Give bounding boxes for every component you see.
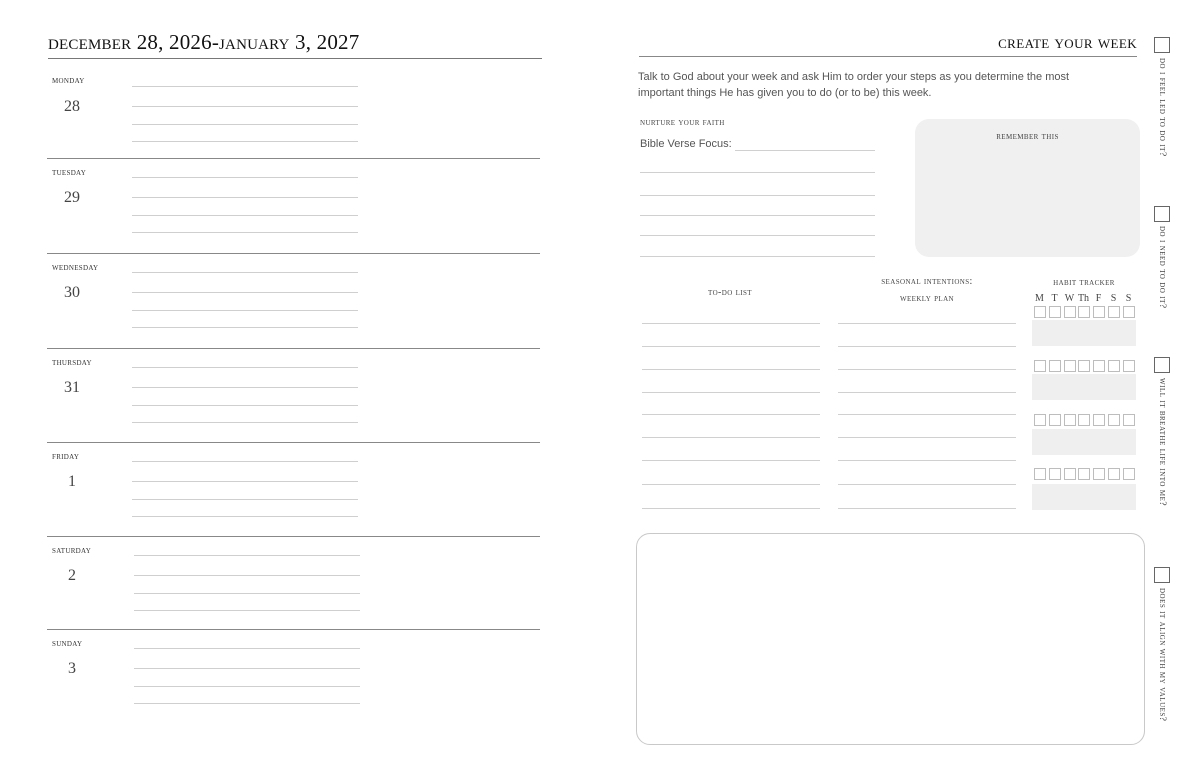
- habit-checkbox[interactable]: [1034, 306, 1046, 318]
- remember-this-box[interactable]: [915, 119, 1140, 257]
- weekly-plan-line[interactable]: [838, 369, 1016, 370]
- habit-checkbox[interactable]: [1078, 360, 1090, 372]
- day-block: [47, 348, 540, 442]
- day-writing-line[interactable]: [134, 575, 360, 576]
- habit-day-letter: S: [1110, 293, 1117, 304]
- weekly-plan-line[interactable]: [838, 508, 1016, 509]
- habit-checkbox[interactable]: [1078, 468, 1090, 480]
- day-writing-line[interactable]: [134, 686, 360, 687]
- day-number: 3: [68, 660, 76, 677]
- habit-name-field[interactable]: [1032, 374, 1136, 400]
- todo-line[interactable]: [642, 437, 820, 438]
- bible-verse-line[interactable]: [735, 150, 875, 151]
- habit-checkbox[interactable]: [1078, 414, 1090, 426]
- day-separator: [47, 348, 540, 349]
- day-writing-line[interactable]: [132, 106, 358, 107]
- faith-line[interactable]: [640, 256, 875, 257]
- day-name: friday: [52, 451, 80, 462]
- day-name: sunday: [52, 638, 83, 649]
- day-number: 28: [64, 98, 80, 115]
- habit-checkbox[interactable]: [1123, 306, 1135, 318]
- day-writing-line[interactable]: [132, 516, 358, 517]
- habit-checkbox[interactable]: [1034, 414, 1046, 426]
- faith-line[interactable]: [640, 235, 875, 236]
- day-name: thursday: [52, 357, 92, 368]
- side-question-need: do i need to do it?: [1157, 226, 1167, 309]
- day-separator: [47, 536, 540, 537]
- habit-checkbox[interactable]: [1123, 468, 1135, 480]
- habit-checkbox[interactable]: [1078, 306, 1090, 318]
- day-writing-line[interactable]: [132, 422, 358, 423]
- faith-line[interactable]: [640, 195, 875, 196]
- day-writing-line[interactable]: [132, 327, 358, 328]
- habit-day-letter: Th: [1077, 293, 1090, 304]
- day-writing-line[interactable]: [132, 124, 358, 125]
- day-block: [47, 629, 540, 724]
- todo-line[interactable]: [642, 392, 820, 393]
- habit-tracker-heading: habit tracker: [1053, 277, 1115, 288]
- remember-this-label: remember this: [996, 131, 1059, 142]
- todo-line[interactable]: [642, 460, 820, 461]
- day-separator: [47, 442, 540, 443]
- habit-name-field[interactable]: [1032, 429, 1136, 455]
- habit-checkbox[interactable]: [1108, 414, 1120, 426]
- day-writing-line[interactable]: [134, 703, 360, 704]
- weekly-plan-line[interactable]: [838, 323, 1016, 324]
- day-writing-line[interactable]: [132, 215, 358, 216]
- habit-checkbox[interactable]: [1108, 306, 1120, 318]
- habit-name-field[interactable]: [1032, 320, 1136, 346]
- todo-line[interactable]: [642, 508, 820, 509]
- day-writing-line[interactable]: [132, 86, 358, 87]
- todo-line[interactable]: [642, 323, 820, 324]
- day-number: 31: [64, 379, 80, 396]
- day-writing-line[interactable]: [132, 177, 358, 178]
- faith-line[interactable]: [640, 172, 875, 173]
- weekly-plan-line[interactable]: [838, 392, 1016, 393]
- weekly-plan-line[interactable]: [838, 460, 1016, 461]
- habit-checkbox[interactable]: [1108, 360, 1120, 372]
- habit-checkbox[interactable]: [1064, 306, 1076, 318]
- todo-line[interactable]: [642, 346, 820, 347]
- habit-checkbox[interactable]: [1123, 360, 1135, 372]
- habit-checkbox[interactable]: [1049, 468, 1061, 480]
- habit-name-field[interactable]: [1032, 484, 1136, 510]
- weekly-plan-line[interactable]: [838, 346, 1016, 347]
- day-writing-line[interactable]: [134, 610, 360, 611]
- nurture-faith-heading: nurture your faith: [640, 117, 725, 128]
- day-separator: [47, 629, 540, 630]
- day-writing-line[interactable]: [134, 668, 360, 669]
- day-number: 1: [68, 473, 76, 490]
- bible-verse-label: Bible Verse Focus:: [640, 138, 732, 150]
- day-writing-line[interactable]: [134, 593, 360, 594]
- faith-line[interactable]: [640, 215, 875, 216]
- day-name: wednesday: [52, 262, 99, 273]
- habit-checkbox[interactable]: [1034, 360, 1046, 372]
- habit-day-letter: S: [1125, 293, 1132, 304]
- todo-line[interactable]: [642, 369, 820, 370]
- day-number: 2: [68, 567, 76, 584]
- question-checkbox[interactable]: [1154, 206, 1170, 222]
- day-writing-line[interactable]: [132, 367, 358, 368]
- habit-day-letter: W: [1064, 293, 1075, 304]
- day-name: monday: [52, 75, 85, 86]
- habit-checkbox[interactable]: [1064, 360, 1076, 372]
- side-question-values: does it align with my values?: [1157, 588, 1167, 722]
- habit-checkbox[interactable]: [1049, 306, 1061, 318]
- habit-checkbox[interactable]: [1123, 414, 1135, 426]
- habit-day-letter: T: [1051, 293, 1058, 304]
- day-name: saturday: [52, 545, 92, 556]
- create-your-week-title: create your week: [639, 32, 1137, 57]
- day-writing-line[interactable]: [132, 232, 358, 233]
- day-number: 29: [64, 189, 80, 206]
- habit-checkbox[interactable]: [1064, 468, 1076, 480]
- seasonal-intentions-heading: seasonal intentions:: [881, 276, 973, 287]
- weekly-plan-heading: weekly plan: [899, 293, 955, 304]
- day-separator: [47, 253, 540, 254]
- weekly-plan-line[interactable]: [838, 414, 1016, 415]
- day-number: 30: [64, 284, 80, 301]
- day-writing-line[interactable]: [132, 197, 358, 198]
- habit-day-letter: M: [1035, 293, 1044, 304]
- day-separator: [47, 158, 540, 159]
- day-writing-line[interactable]: [134, 648, 360, 649]
- question-checkbox[interactable]: [1154, 567, 1170, 583]
- day-writing-line[interactable]: [132, 461, 358, 462]
- day-block: [47, 536, 540, 629]
- intro-paragraph: Talk to God about your week and ask Him to order your steps as you determine the most important things He has given you to do (or to be) this week.: [638, 71, 1070, 99]
- day-writing-line[interactable]: [132, 387, 358, 388]
- question-checkbox[interactable]: [1154, 357, 1170, 373]
- day-block: [47, 158, 540, 253]
- day-writing-line[interactable]: [132, 292, 358, 293]
- habit-day-letter: F: [1095, 293, 1102, 304]
- habit-checkbox[interactable]: [1093, 360, 1105, 372]
- question-checkbox[interactable]: [1154, 37, 1170, 53]
- habit-checkbox[interactable]: [1049, 414, 1061, 426]
- day-block: [47, 67, 540, 158]
- weekly-plan-line[interactable]: [838, 484, 1016, 485]
- habit-checkbox[interactable]: [1108, 468, 1120, 480]
- day-writing-line[interactable]: [132, 310, 358, 311]
- day-writing-line[interactable]: [132, 141, 358, 142]
- day-writing-line[interactable]: [132, 499, 358, 500]
- day-writing-line[interactable]: [132, 272, 358, 273]
- day-writing-line[interactable]: [132, 405, 358, 406]
- habit-checkbox[interactable]: [1064, 414, 1076, 426]
- weekly-plan-line[interactable]: [838, 437, 1016, 438]
- side-question-led: do i feel led to do it?: [1157, 58, 1167, 157]
- habit-checkbox[interactable]: [1049, 360, 1061, 372]
- habit-checkbox[interactable]: [1093, 306, 1105, 318]
- habit-checkbox[interactable]: [1093, 414, 1105, 426]
- habit-checkbox[interactable]: [1034, 468, 1046, 480]
- side-question-breathe: will it breathe life into me?: [1157, 378, 1167, 507]
- day-block: [47, 253, 540, 348]
- todo-list-heading: to-do list: [708, 287, 752, 298]
- notes-box[interactable]: [636, 533, 1145, 745]
- todo-line[interactable]: [642, 484, 820, 485]
- week-date-range-title: december 28, 2026-january 3, 2027: [48, 30, 542, 59]
- day-writing-line[interactable]: [132, 481, 358, 482]
- habit-checkbox[interactable]: [1093, 468, 1105, 480]
- day-name: tuesday: [52, 167, 87, 178]
- todo-line[interactable]: [642, 414, 820, 415]
- day-block: [47, 442, 540, 536]
- day-writing-line[interactable]: [134, 555, 360, 556]
